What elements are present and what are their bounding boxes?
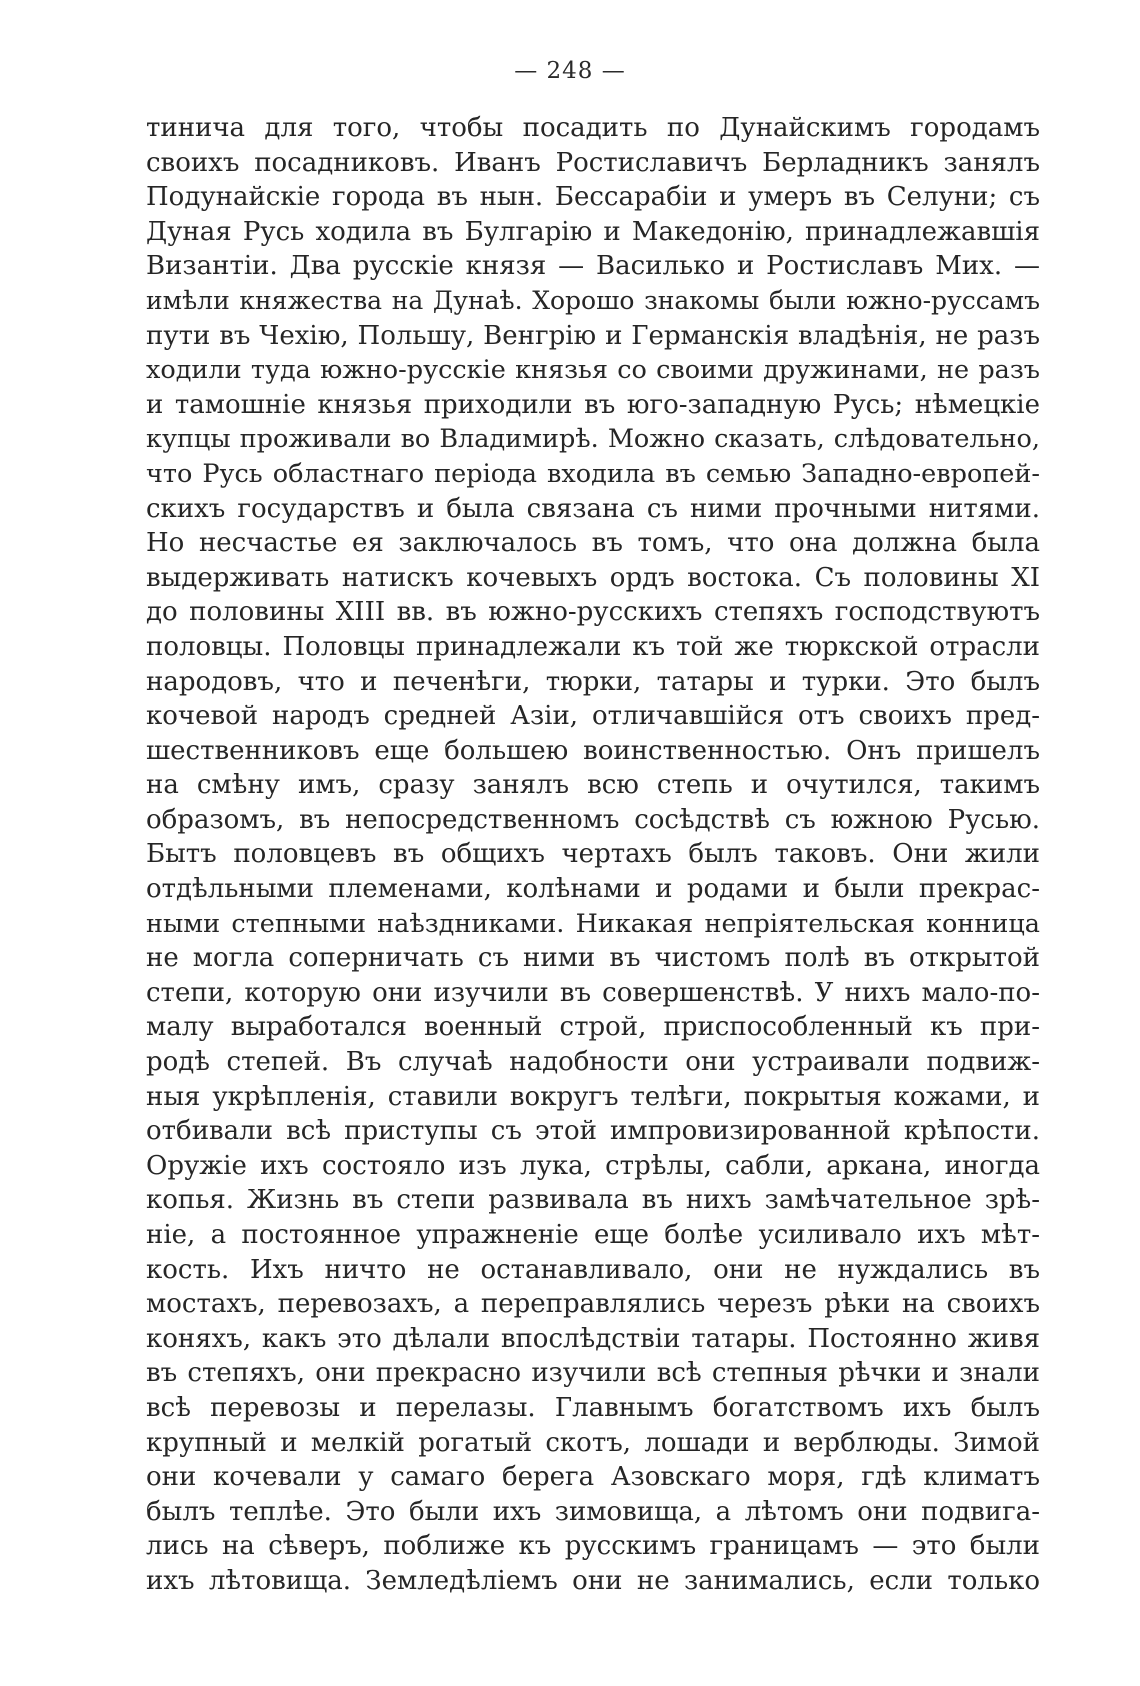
- text-line: скихъ государствъ и была связана съ ними прочными нитями.: [146, 493, 1040, 524]
- text-line: кость. Ихъ ничто не останавливало, они не нуждались въ: [146, 1254, 1040, 1285]
- text-line: не могла соперничать съ ними въ чистомъ полѣ въ открытой: [146, 943, 1040, 974]
- text-line: пути въ Чехію, Польшу, Венгрію и Германскія владѣнія, не разъ: [146, 320, 1040, 351]
- text-line: крупный и мелкій рогатый скотъ, лошади и верблюды. Зимой: [146, 1427, 1040, 1458]
- text-line: народовъ, что и печенѣги, тюрки, татары и турки. Это былъ: [146, 666, 1040, 697]
- text-line: своихъ посадниковъ. Иванъ Ростиславичъ Берладникъ занялъ: [146, 147, 1040, 178]
- text-line: коняхъ, какъ это дѣлали впослѣдствіи татары. Постоянно живя: [146, 1323, 1040, 1354]
- text-line: былъ теплѣе. Это были ихъ зимовища, а лѣтомъ они подвига-: [146, 1496, 1040, 1527]
- text-line: родѣ степей. Въ случаѣ надобности они устраивали подвиж-: [146, 1047, 1040, 1078]
- text-line: на смѣну имъ, сразу занялъ всю степь и очутился, такимъ: [146, 770, 1040, 801]
- text-line: Оружіе ихъ состояло изъ лука, стрѣлы, сабли, аркана, иногда: [146, 1150, 1040, 1181]
- text-line: всѣ перевозы и перелазы. Главнымъ богатствомъ ихъ былъ: [146, 1392, 1040, 1423]
- text-line: и тамошніе князья приходили въ юго-западную Русь; нѣмецкіе: [146, 389, 1040, 420]
- text-line: образомъ, въ непосредственномъ сосѣдствѣ съ южною Русью.: [146, 804, 1040, 835]
- text-line: Дуная Русь ходила въ Булгарію и Македонію, принадлежавшія: [146, 216, 1040, 247]
- text-line: имѣли княжества на Дунаѣ. Хорошо знакомы были южно-руссамъ: [146, 285, 1040, 315]
- page-number: — 248 —: [514, 58, 626, 84]
- text-line: они кочевали у самаго берега Азовскаго моря, гдѣ климатъ: [146, 1462, 1040, 1493]
- text-line: тинича для того, чтобы посадить по Дунайскимъ городамъ: [146, 113, 1040, 143]
- text-line: степи, которую они изучили въ совершенствѣ. У нихъ мало-по-: [146, 977, 1040, 1008]
- text-line: до половины XIII вв. въ южно-русскихъ степяхъ господствуютъ: [146, 597, 1040, 628]
- text-line: Византіи. Два русскіе князя — Василько и Ростиславъ Мих. —: [146, 251, 1040, 282]
- text-line: въ степяхъ, они прекрасно изучили всѣ степныя рѣчки и знали: [146, 1358, 1040, 1389]
- text-line: отдѣльными племенами, колѣнами и родами и были прекрас-: [146, 874, 1040, 905]
- text-line: Но несчастье ея заключалось въ томъ, что она должна была: [146, 528, 1040, 559]
- text-line: отбивали всѣ приступы съ этой импровизированной крѣпости.: [146, 1116, 1040, 1147]
- text-line: ніе, а постоянное упражненіе еще болѣе усиливало ихъ мѣт-: [146, 1220, 1040, 1250]
- text-line: лись на сѣверъ, поближе къ русскимъ границамъ — это были: [146, 1531, 1040, 1562]
- text-line: кочевой народъ средней Азіи, отличавшійся отъ своихъ пред-: [146, 701, 1040, 732]
- text-line: выдерживать натискъ кочевыхъ ордъ востока. Съ половины XI: [146, 562, 1040, 593]
- page-text: [146, 111, 1040, 1599]
- text-line: ныя укрѣпленія, ставили вокругъ телѣги, покрытыя кожами, и: [146, 1081, 1040, 1112]
- text-line: ными степными наѣздниками. Никакая непріятельская конница: [146, 908, 1040, 939]
- text-line: малу выработался военный строй, приспособленный къ при-: [146, 1012, 1040, 1043]
- text-line: ихъ лѣтовища. Земледѣліемъ они не занимались, если только: [146, 1565, 1040, 1596]
- text-line: половцы. Половцы принадлежали къ той же тюркской отрасли: [146, 631, 1040, 662]
- text-line: купцы проживали во Владимирѣ. Можно сказать, слѣдовательно,: [146, 424, 1040, 455]
- text-line: Бытъ половцевъ въ общихъ чертахъ былъ таковъ. Они жили: [146, 839, 1040, 870]
- text-line: мостахъ, перевозахъ, а переправлялись черезъ рѣки на своихъ: [146, 1289, 1040, 1320]
- text-line: что Русь областнаго періода входила въ семью Западно-европей-: [146, 458, 1040, 489]
- text-line: Подунайскіе города въ нын. Бессарабіи и умеръ въ Селуни; съ: [146, 182, 1040, 213]
- text-line: копья. Жизнь въ степи развивала въ нихъ замѣчательное зрѣ-: [146, 1185, 1040, 1216]
- text-line: ходили туда южно-русскіе князья со своими дружинами, не разъ: [146, 355, 1040, 386]
- text-line: шественниковъ еще большею воинственностью. Онъ пришелъ: [146, 735, 1040, 766]
